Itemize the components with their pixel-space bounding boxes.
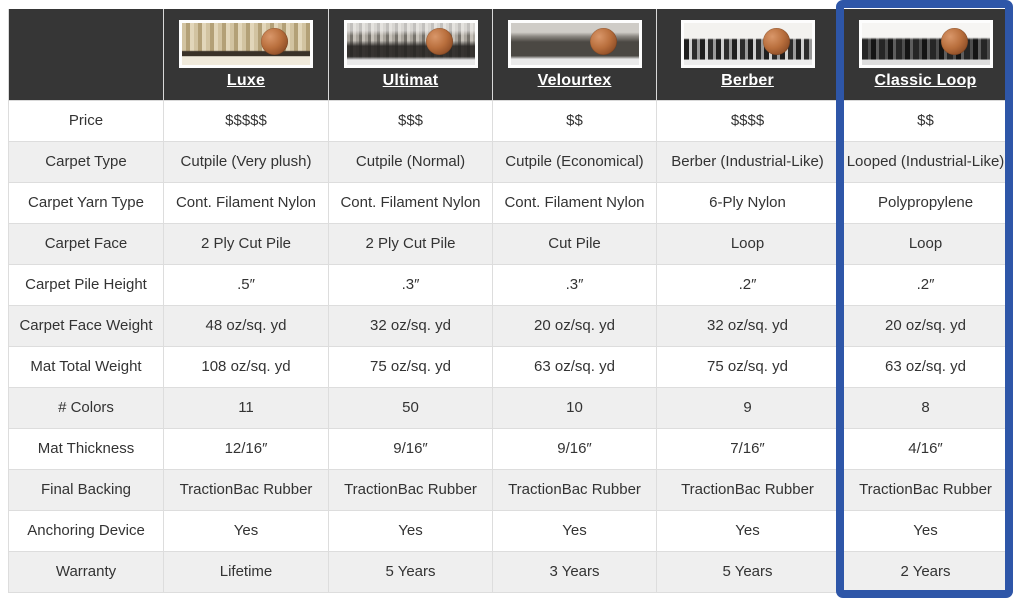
table-row--colors <box>9 387 1013 428</box>
table-header-row <box>9 9 1013 100</box>
berber-carpet-face-value: Loop <box>657 223 839 264</box>
column-link-luxe[interactable]: Luxe <box>226 72 266 90</box>
luxe-mat-total-weight-value: 108 oz/sq. yd <box>164 346 329 387</box>
velourtex-carpet-pile-height-value: .3″ <box>493 264 657 305</box>
berber-mat-total-weight-value: 75 oz/sq. yd <box>657 346 839 387</box>
berber-price-value: $$$$ <box>657 100 839 141</box>
table-row-carpet-pile-height <box>9 264 1013 305</box>
berber-carpet-face-weight-value: 32 oz/sq. yd <box>657 305 839 346</box>
classic-loop-carpet-pile-height-value: .2″ <box>839 264 1013 305</box>
ultimat-final-backing-value: TractionBac Rubber <box>329 469 493 510</box>
row-label-carpet-face-weight: Carpet Face Weight <box>9 305 164 346</box>
velourtex-carpet-yarn-type-value: Cont. Filament Nylon <box>493 182 657 223</box>
classic-loop-final-backing-value: TractionBac Rubber <box>839 469 1013 510</box>
product-comparison-table-wrap <box>8 9 1012 593</box>
ultimat-mat-thickness-value: 9/16″ <box>329 428 493 469</box>
row-label-final-backing: Final Backing <box>9 469 164 510</box>
classic-loop-carpet-sample-image <box>859 20 993 68</box>
ultimat-carpet-pile-height-value: .3″ <box>329 264 493 305</box>
luxe-carpet-type-value: Cutpile (Very plush) <box>164 141 329 182</box>
luxe-final-backing-value: TractionBac Rubber <box>164 469 329 510</box>
row-label-carpet-face: Carpet Face <box>9 223 164 264</box>
table-row-price <box>9 100 1013 141</box>
header-empty-corner-cell <box>9 9 164 100</box>
ultimat-carpet-yarn-type-value: Cont. Filament Nylon <box>329 182 493 223</box>
column-link-berber[interactable]: Berber <box>721 72 774 90</box>
ultimat-carpet-sample-image <box>344 20 478 68</box>
ultimat-price-value: $$$ <box>329 100 493 141</box>
classic-loop-carpet-face-value: Loop <box>839 223 1013 264</box>
table-row-carpet-face <box>9 223 1013 264</box>
column-header-classic-loop <box>839 9 1013 100</box>
luxe-carpet-face-value: 2 Ply Cut Pile <box>164 223 329 264</box>
luxe-mat-thickness-value: 12/16″ <box>164 428 329 469</box>
berber-anchoring-device-value: Yes <box>657 510 839 551</box>
column-link-classic-loop[interactable]: Classic Loop <box>874 72 977 90</box>
classic-loop-anchoring-device-value: Yes <box>839 510 1013 551</box>
column-header-luxe <box>164 9 329 100</box>
luxe-carpet-face-weight-value: 48 oz/sq. yd <box>164 305 329 346</box>
luxe-price-value: $$$$$ <box>164 100 329 141</box>
berber--colors-value: 9 <box>657 387 839 428</box>
row-label-carpet-pile-height: Carpet Pile Height <box>9 264 164 305</box>
classic-loop-carpet-type-value: Looped (Industrial-Like) <box>839 141 1013 182</box>
classic-loop-carpet-face-weight-value: 20 oz/sq. yd <box>839 305 1013 346</box>
row-label-carpet-type: Carpet Type <box>9 141 164 182</box>
product-comparison-table <box>8 9 1013 593</box>
row-label-warranty: Warranty <box>9 551 164 592</box>
penny-icon <box>426 28 453 55</box>
luxe-anchoring-device-value: Yes <box>164 510 329 551</box>
table-row-carpet-yarn-type <box>9 182 1013 223</box>
column-header-ultimat <box>329 9 493 100</box>
velourtex-carpet-face-value: Cut Pile <box>493 223 657 264</box>
velourtex-warranty-value: 3 Years <box>493 551 657 592</box>
row-label-price: Price <box>9 100 164 141</box>
luxe-warranty-value: Lifetime <box>164 551 329 592</box>
classic-loop-mat-total-weight-value: 63 oz/sq. yd <box>839 346 1013 387</box>
berber-carpet-pile-height-value: .2″ <box>657 264 839 305</box>
penny-icon <box>590 28 617 55</box>
berber-carpet-sample-image <box>681 20 815 68</box>
classic-loop-carpet-yarn-type-value: Polypropylene <box>839 182 1013 223</box>
row-label-carpet-yarn-type: Carpet Yarn Type <box>9 182 164 223</box>
row-label--colors: # Colors <box>9 387 164 428</box>
ultimat-anchoring-device-value: Yes <box>329 510 493 551</box>
velourtex-mat-thickness-value: 9/16″ <box>493 428 657 469</box>
table-row-carpet-type <box>9 141 1013 182</box>
velourtex-carpet-type-value: Cutpile (Economical) <box>493 141 657 182</box>
table-row-carpet-face-weight <box>9 305 1013 346</box>
ultimat-warranty-value: 5 Years <box>329 551 493 592</box>
row-label-mat-total-weight: Mat Total Weight <box>9 346 164 387</box>
penny-icon <box>261 28 288 55</box>
luxe-carpet-pile-height-value: .5″ <box>164 264 329 305</box>
table-row-warranty <box>9 551 1013 592</box>
table-row-mat-thickness <box>9 428 1013 469</box>
classic-loop-price-value: $$ <box>839 100 1013 141</box>
velourtex-carpet-sample-image <box>508 20 642 68</box>
column-header-velourtex <box>493 9 657 100</box>
classic-loop-mat-thickness-value: 4/16″ <box>839 428 1013 469</box>
berber-warranty-value: 5 Years <box>657 551 839 592</box>
column-header-berber <box>657 9 839 100</box>
ultimat-mat-total-weight-value: 75 oz/sq. yd <box>329 346 493 387</box>
classic-loop-warranty-value: 2 Years <box>839 551 1013 592</box>
ultimat-carpet-face-value: 2 Ply Cut Pile <box>329 223 493 264</box>
luxe-carpet-sample-image <box>179 20 313 68</box>
ultimat--colors-value: 50 <box>329 387 493 428</box>
column-link-velourtex[interactable]: Velourtex <box>537 72 612 90</box>
penny-icon <box>763 28 790 55</box>
luxe--colors-value: 11 <box>164 387 329 428</box>
velourtex-anchoring-device-value: Yes <box>493 510 657 551</box>
ultimat-carpet-face-weight-value: 32 oz/sq. yd <box>329 305 493 346</box>
table-row-final-backing <box>9 469 1013 510</box>
berber-mat-thickness-value: 7/16″ <box>657 428 839 469</box>
velourtex-carpet-face-weight-value: 20 oz/sq. yd <box>493 305 657 346</box>
velourtex-price-value: $$ <box>493 100 657 141</box>
velourtex-mat-total-weight-value: 63 oz/sq. yd <box>493 346 657 387</box>
table-row-anchoring-device <box>9 510 1013 551</box>
berber-final-backing-value: TractionBac Rubber <box>657 469 839 510</box>
classic-loop--colors-value: 8 <box>839 387 1013 428</box>
luxe-carpet-yarn-type-value: Cont. Filament Nylon <box>164 182 329 223</box>
berber-carpet-type-value: Berber (Industrial-Like) <box>657 141 839 182</box>
table-row-mat-total-weight <box>9 346 1013 387</box>
penny-icon <box>941 28 968 55</box>
velourtex--colors-value: 10 <box>493 387 657 428</box>
ultimat-carpet-type-value: Cutpile (Normal) <box>329 141 493 182</box>
berber-carpet-yarn-type-value: 6-Ply Nylon <box>657 182 839 223</box>
velourtex-final-backing-value: TractionBac Rubber <box>493 469 657 510</box>
column-link-ultimat[interactable]: Ultimat <box>382 72 439 90</box>
row-label-mat-thickness: Mat Thickness <box>9 428 164 469</box>
row-label-anchoring-device: Anchoring Device <box>9 510 164 551</box>
